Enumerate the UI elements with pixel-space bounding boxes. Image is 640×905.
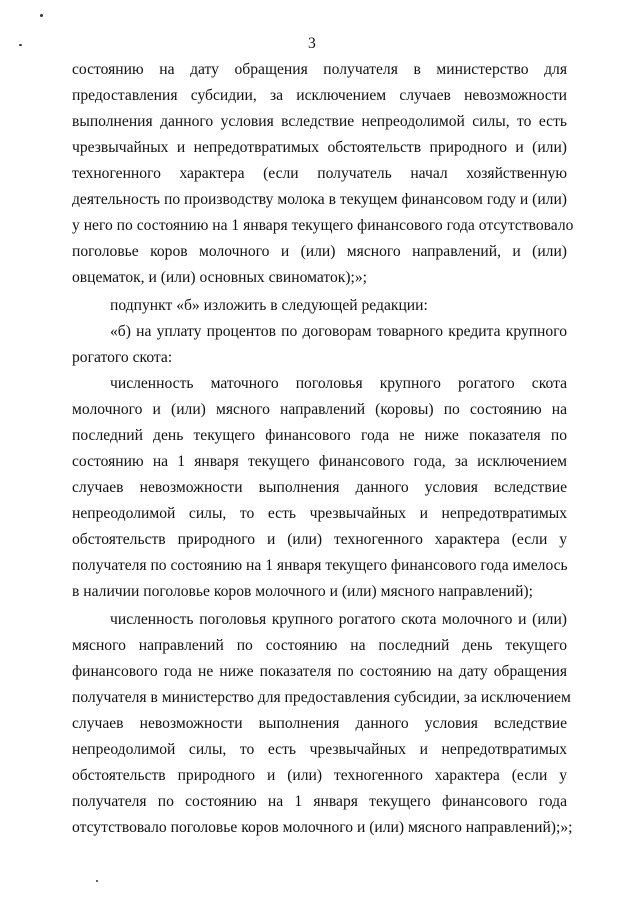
text-line: численность маточного поголовья крупного рогатого скота xyxy=(110,375,567,392)
text-line: у него по состоянию на 1 января текущего финансового года отсутствовало xyxy=(72,217,574,234)
text-line: овцематок, и (или) основных свиноматок);»; xyxy=(72,269,368,286)
scan-speck xyxy=(96,880,98,882)
text-line: выполнения данного условия вследствие непреодолимой силы, то есть xyxy=(72,113,567,130)
text-line: предоставления субсидии, за исключением случаев невозможности xyxy=(72,87,567,104)
text-line: рогатого скота: xyxy=(72,349,173,366)
text-line: молочного и (или) мясного направлений (коровы) по состоянию на xyxy=(72,401,567,418)
scan-speck xyxy=(19,44,22,46)
text-line: получателя по состоянию на 1 января текущего финансового года имелось xyxy=(72,557,568,574)
text-line: «б) на уплату процентов по договорам товарного кредита крупного xyxy=(110,323,567,340)
text-line: непреодолимой силы, то есть чрезвычайных и непредотвратимых xyxy=(72,741,567,758)
text-line: подпункт «б» изложить в следующей редакции: xyxy=(110,297,428,314)
scan-speck xyxy=(40,14,43,17)
text-line: техногенного характера (если получатель начал хозяйственную xyxy=(72,165,567,182)
text-line: финансового года не ниже показателя по состоянию на дату обращения xyxy=(72,663,567,680)
text-line: получателя по состоянию на 1 января текущего финансового года xyxy=(72,793,567,810)
text-line: случаев невозможности выполнения данного условия вследствие xyxy=(72,479,567,496)
text-line: получателя в министерство для предоставления субсидии, за исключением xyxy=(72,689,571,706)
text-line: непреодолимой силы, то есть чрезвычайных и непредотвратимых xyxy=(72,505,567,522)
text-line: деятельность по производству молока в текущем финансовом году и (или) xyxy=(72,191,567,208)
text-line: численность поголовья крупного рогатого скота молочного и (или) xyxy=(110,611,567,628)
text-line: мясного направлений по состоянию на последний день текущего xyxy=(72,637,567,654)
text-line: обстоятельств природного и (или) техногенного характера (если у xyxy=(72,531,567,548)
text-line: поголовье коров молочного и (или) мясного направлений, и (или) xyxy=(72,243,567,260)
text-line: обстоятельств природного и (или) техногенного характера (если у xyxy=(72,767,567,784)
text-line: чрезвычайных и непредотвратимых обстоятельств природного и (или) xyxy=(72,139,567,156)
text-line: состоянию на 1 января текущего финансового года, за исключением xyxy=(72,453,567,470)
text-line: случаев невозможности выполнения данного условия вследствие xyxy=(72,715,567,732)
page-number: 3 xyxy=(308,35,316,52)
text-line: состоянию на дату обращения получателя в министерство для xyxy=(72,61,567,78)
text-line: отсутствовало поголовье коров молочного и (или) мясного направлений);»; xyxy=(72,819,573,836)
text-line: последний день текущего финансового года не ниже показателя по xyxy=(72,427,567,444)
text-line: в наличии поголовье коров молочного и (или) мясного направлений); xyxy=(72,583,533,600)
